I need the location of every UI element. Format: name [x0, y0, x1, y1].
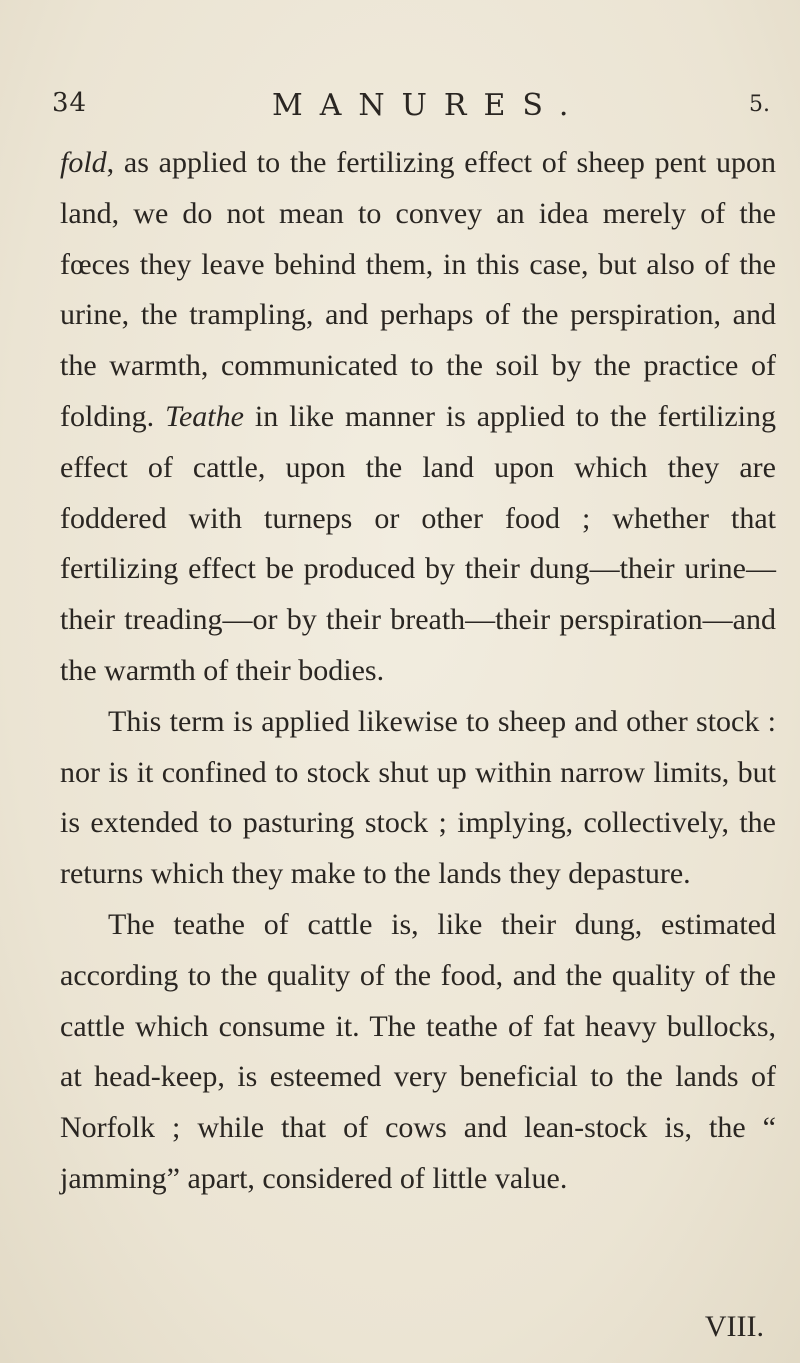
paragraph-teathe-of-cattle	[60, 900, 776, 1205]
text-segment: The teathe of cattle is, like their dung, estimated according to the quality of the food, and the quality of the cattle which consume it. The teathe of fat heavy bullocks, at head-keep, is esteemed very beneficial to the lands of Norfolk ; while that of cows and lean-stock is, the “ jamming” apart, considered of little value.	[60, 907, 776, 1195]
paragraph-term-applied	[60, 697, 776, 900]
body-text	[60, 138, 776, 1205]
text-segment: This term is applied likewise to sheep and other stock : nor is it confined to stock shut up within narrow limits, but is extended to pasturing stock ; implying, collectively, the returns which they make to the lands they depasture.	[60, 704, 776, 891]
term-fold: fold	[60, 146, 107, 179]
text-segment: , as applied to the fertilizing effect of sheep pent upon land, we do not mean to convey an idea merely of the fœces they leave behind them, in this case, but also of the urine, the trampling, and perhaps of the perspiration, and the warmth, communicated to the soil by the practice of folding.	[60, 146, 776, 433]
running-head: MANURES.	[272, 88, 586, 123]
page-number: 34	[52, 88, 88, 118]
text-segment: in like manner is applied to the fertilizing effect of cattle, upon the land upon which they are foddered with turneps or other food ; whether that fertilizing effect be produced by their dung—their urine—their treading—or by their breath—their perspiration—and the warmth of their bodies.	[60, 399, 776, 687]
term-teathe: Teathe	[165, 399, 244, 433]
catchword: VIII.	[704, 1310, 764, 1343]
signature-mark: 5.	[749, 92, 770, 117]
page-header	[52, 88, 772, 128]
paragraph-fold-teathe	[60, 138, 776, 697]
